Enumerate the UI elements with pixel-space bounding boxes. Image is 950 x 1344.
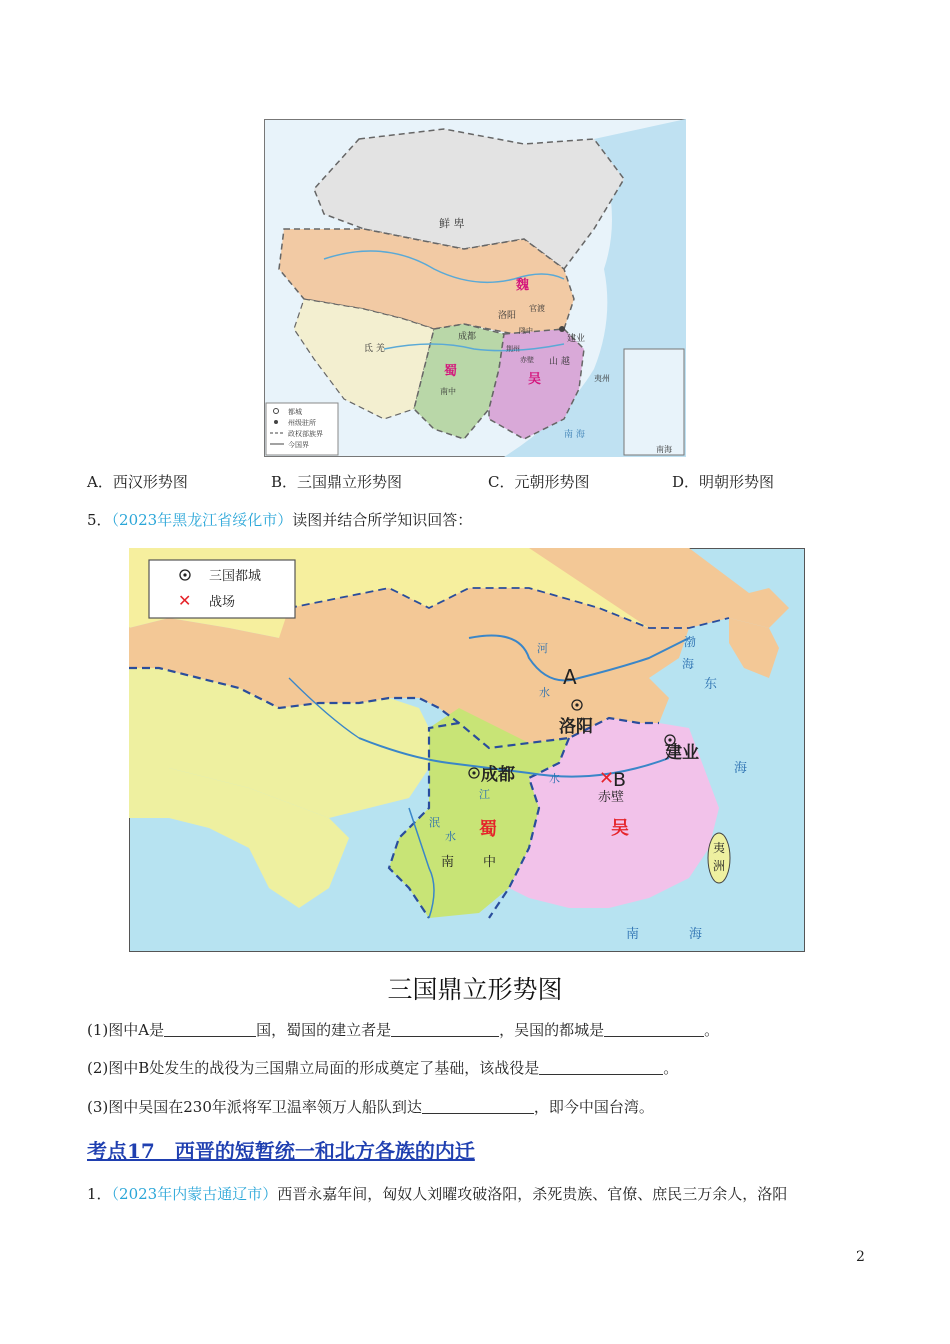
map-caption: 三国鼎立形势图 <box>387 975 563 1004</box>
map1-label-sea-nanhai: 南 海 <box>564 430 585 440</box>
map1-label-wu: 吴 <box>528 372 542 387</box>
map2-label-he: 河 <box>537 642 548 655</box>
map2-label-shui2: 水 <box>549 772 560 785</box>
map1-label-jianye: 建业 <box>567 334 586 344</box>
sub-question-2-text-b: 。 <box>663 1059 679 1077</box>
map2-label-shui3: 水 <box>445 830 456 843</box>
map1-label-nanzhong: 南中 <box>440 387 456 396</box>
map2-label-b: B <box>613 769 627 791</box>
map2-label-chibi: 赤壁 <box>598 790 625 805</box>
question-5 <box>87 509 472 530</box>
sub-question-1-text-a: (1)图中A是 <box>87 1021 165 1039</box>
question-5-source: （2023年黑龙江省绥化市） <box>111 511 293 529</box>
map1-label-shanyue: 山 越 <box>549 357 570 367</box>
map2-label-min: 泯 <box>429 816 440 829</box>
map1-legend-modern-border: 今国界 <box>288 441 309 449</box>
map2-legend-capital: 三国都城 <box>209 569 262 584</box>
option-b: B．三国鼎立形势图 <box>271 473 403 491</box>
sub-question-2-text-a: (2)图中B处发生的战役为三国鼎立局面的形成奠定了基础，该战役是 <box>87 1059 540 1077</box>
map2-marker-battle: ✕ <box>599 768 615 789</box>
historical-map-2 <box>129 548 805 952</box>
map2-label-zhou: 洲 <box>713 859 726 873</box>
map2-label-yi: 夷 <box>713 841 726 855</box>
map1-label-luoyang: 洛阳 <box>498 311 517 321</box>
historical-map-1 <box>264 119 686 457</box>
option-c: C．元朝形势图 <box>488 473 590 491</box>
map1-label-qiang: 氐 羌 <box>364 344 385 354</box>
map2-label-nanhai-hai: 海 <box>689 927 703 942</box>
map2-label-bo: 渤 <box>684 635 697 649</box>
map2-label-dong: 东 <box>704 677 718 692</box>
sub-question-2 <box>87 1057 678 1078</box>
question-5-text: 读图并结合所学知识回答： <box>292 511 473 529</box>
map2-label-jianye: 建业 <box>665 743 699 763</box>
question-1-number: 1． <box>87 1185 112 1203</box>
question-1-text: 西晋永嘉年间，匈奴人刘曜攻破洛阳，杀死贵族、官僚、庶民三万余人，洛阳 <box>277 1185 788 1203</box>
option-a: A．西汉形势图 <box>87 473 188 491</box>
map2-label-shu: 蜀 <box>479 819 497 840</box>
map2-label-chengdu: 成都 <box>481 765 515 785</box>
question-1-source: （2023年内蒙古通辽市） <box>111 1185 278 1203</box>
sub-question-1 <box>87 1019 719 1040</box>
answer-blank-1b[interactable] <box>391 1022 499 1037</box>
sub-question-1-text-c: ，吴国的都城是 <box>499 1021 605 1039</box>
map2-label-wu: 吴 <box>611 818 629 839</box>
map2-label-nanhai-nan: 南 <box>626 927 640 942</box>
map1-legend-prefecture: 州级驻所 <box>288 419 316 427</box>
map1-label-chibi: 赤壁 <box>520 356 534 364</box>
map1-label-inset-nanhai: 南海 <box>656 445 672 454</box>
map2-label-hai: 海 <box>682 657 695 671</box>
answer-blank-3[interactable] <box>422 1099 534 1114</box>
sub-question-3-text-a: (3)图中吴国在230年派将军卫温率领万人船队到达 <box>87 1098 422 1116</box>
map2-label-a: A <box>563 665 577 689</box>
map1-legend-border: 政权部族界 <box>288 430 323 438</box>
map1-marker-jianye <box>559 326 565 332</box>
map1-label-jingzhou: 荆州 <box>506 345 520 353</box>
sub-question-3 <box>87 1096 654 1117</box>
map1-label-chengdu: 成都 <box>458 332 477 342</box>
map2-label-jiang: 江 <box>479 788 490 801</box>
page-number: 2 <box>856 1249 865 1265</box>
map2-legend-battle: 战场 <box>209 595 236 610</box>
answer-blank-2[interactable] <box>539 1060 663 1075</box>
question-5-number: 5． <box>87 511 112 529</box>
map2-label-luoyang: 洛阳 <box>559 717 593 737</box>
map1-label-yizhou: 夷州 <box>594 374 610 383</box>
map1-legend-capital: 都城 <box>288 408 302 416</box>
sub-question-1-text-d: 。 <box>704 1021 720 1039</box>
section-heading: 考点17 西晋的短暂统一和北方各族的内迁 <box>87 1139 475 1163</box>
map2-label-shui: 水 <box>539 686 550 699</box>
map1-label-guandu: 官渡 <box>529 304 545 313</box>
map2-legend-battle-icon: ✕ <box>178 591 192 610</box>
map1-label-longzhong: 隆中 <box>519 327 533 335</box>
map2-label-nan: 南 <box>441 855 455 870</box>
answer-blank-1a[interactable] <box>164 1022 256 1037</box>
map1-label-xianbei: 鲜 卑 <box>439 217 465 230</box>
map2-label-hai2: 海 <box>734 761 748 776</box>
answer-blank-1c[interactable] <box>604 1022 704 1037</box>
option-d: D．明朝形势图 <box>672 473 775 491</box>
sub-question-1-text-b: 国，蜀国的建立者是 <box>256 1021 392 1039</box>
map1-label-shu: 蜀 <box>444 364 458 379</box>
question-1 <box>87 1183 787 1204</box>
map2-label-zhong: 中 <box>483 855 497 870</box>
sub-question-3-text-b: ，即今中国台湾。 <box>533 1098 654 1116</box>
map1-label-wei: 魏 <box>516 278 530 293</box>
